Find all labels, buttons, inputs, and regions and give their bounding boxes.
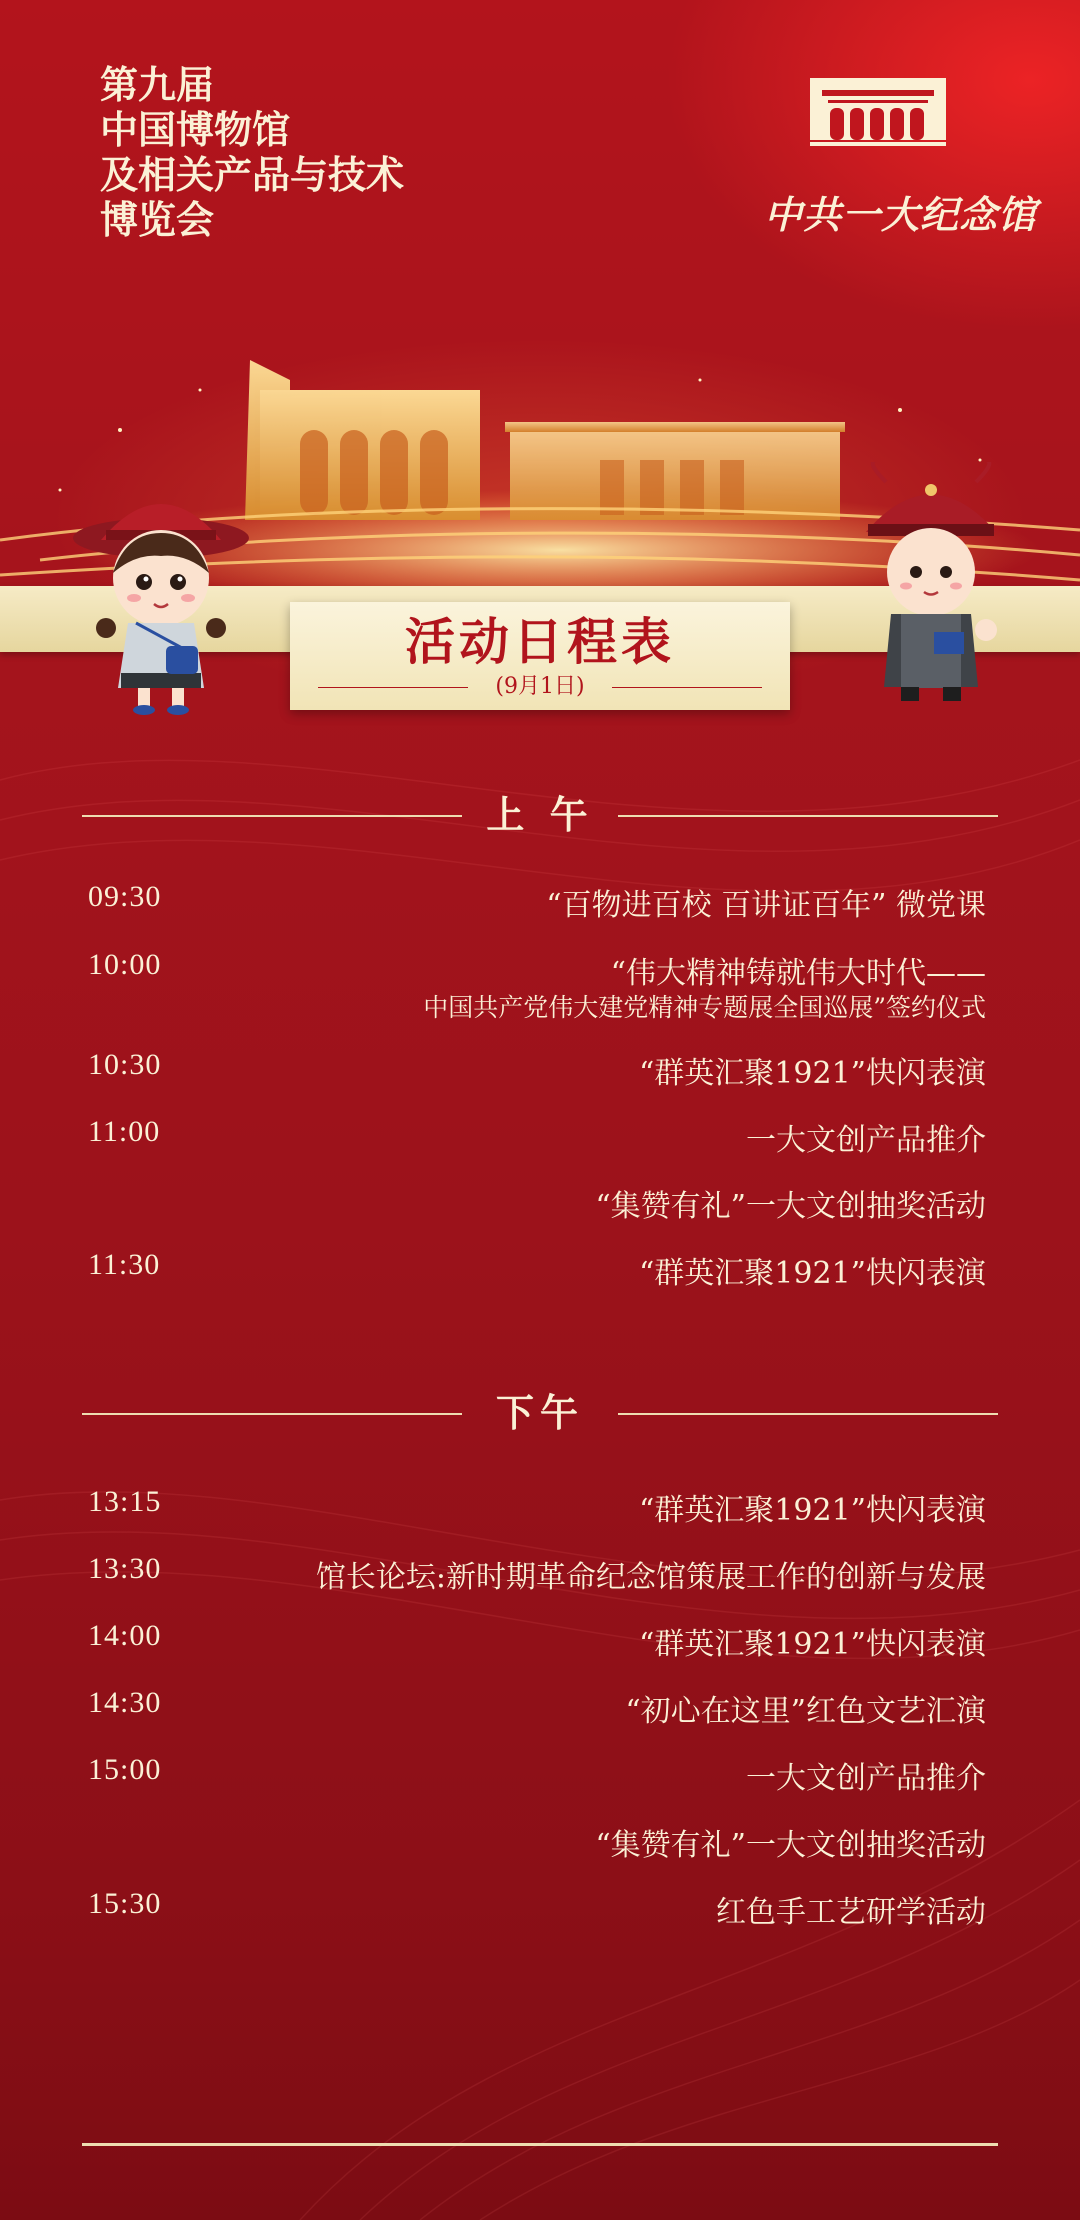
girl-mascot-illustration [66,478,256,718]
schedule-activity: 红色手工艺研学活动 [716,1895,986,1930]
schedule-activity: “初心在这里”红色文艺汇演 [625,1694,986,1729]
expo-title-line-3: 及相关产品与技术 [100,152,405,197]
boy-mascot-illustration [846,462,1016,712]
schedule-time: 14:30 [88,1686,162,1719]
schedule-activity: 馆长论坛:新时期革命纪念馆策展工作的创新与发展 [315,1560,986,1595]
museum-logo-building-icon [808,76,948,176]
afternoon-section-header [82,1383,998,1443]
footer-divider [82,2143,998,2146]
schedule-time: 11:00 [88,1115,161,1148]
schedule-activity: “伟大精神铸就伟大时代—— [610,956,986,991]
girl-mascot-bag [166,646,198,674]
expo-title [100,62,404,242]
schedule-time: 14:00 [88,1619,162,1652]
schedule-title: 活动日程表 [405,612,675,671]
boy-mascot-badge [934,632,964,654]
schedule-activity: “群英汇聚1921”快闪表演 [638,1627,986,1662]
schedule-activity: “集赞有礼”一大文创抽奖活动 [595,1828,986,1863]
schedule-time: 15:30 [88,1887,162,1920]
afternoon-label: 下午 [495,1390,584,1435]
schedule-time: 15:00 [88,1753,162,1786]
schedule-activity: 一大文创产品推介 [746,1761,986,1796]
schedule-activity-subtitle: 中国共产党伟大建党精神专题展全国巡展”签约仪式 [423,993,986,1022]
expo-title-line-2: 中国博物馆 [100,107,291,152]
schedule-time: 10:00 [88,948,162,981]
schedule-activity: “群英汇聚1921”快闪表演 [638,1056,986,1091]
schedule-date: (9月1日) [495,674,585,699]
schedule-time: 10:30 [88,1048,162,1081]
expo-title-line-1: 第九届 [100,62,215,107]
morning-section-header [82,785,998,845]
schedule-time: 11:30 [88,1248,161,1281]
schedule-time: 13:30 [88,1552,162,1585]
schedule-activity: 一大文创产品推介 [746,1123,986,1158]
schedule-banner [290,602,790,710]
schedule-activity: “群英汇聚1921”快闪表演 [638,1256,986,1291]
schedule-activity: “集赞有礼”一大文创抽奖活动 [595,1189,986,1224]
schedule-time: 09:30 [88,880,162,913]
museum-logo-name: 中共一大纪念馆 [764,192,1038,237]
schedule-activity: “百物进百校 百讲证百年” 微党课 [546,888,986,923]
schedule-time: 13:15 [88,1485,162,1518]
morning-label: 上 午 [486,792,594,837]
expo-title-line-4: 博览会 [100,197,215,242]
schedule-activity: “群英汇聚1921”快闪表演 [638,1493,986,1528]
